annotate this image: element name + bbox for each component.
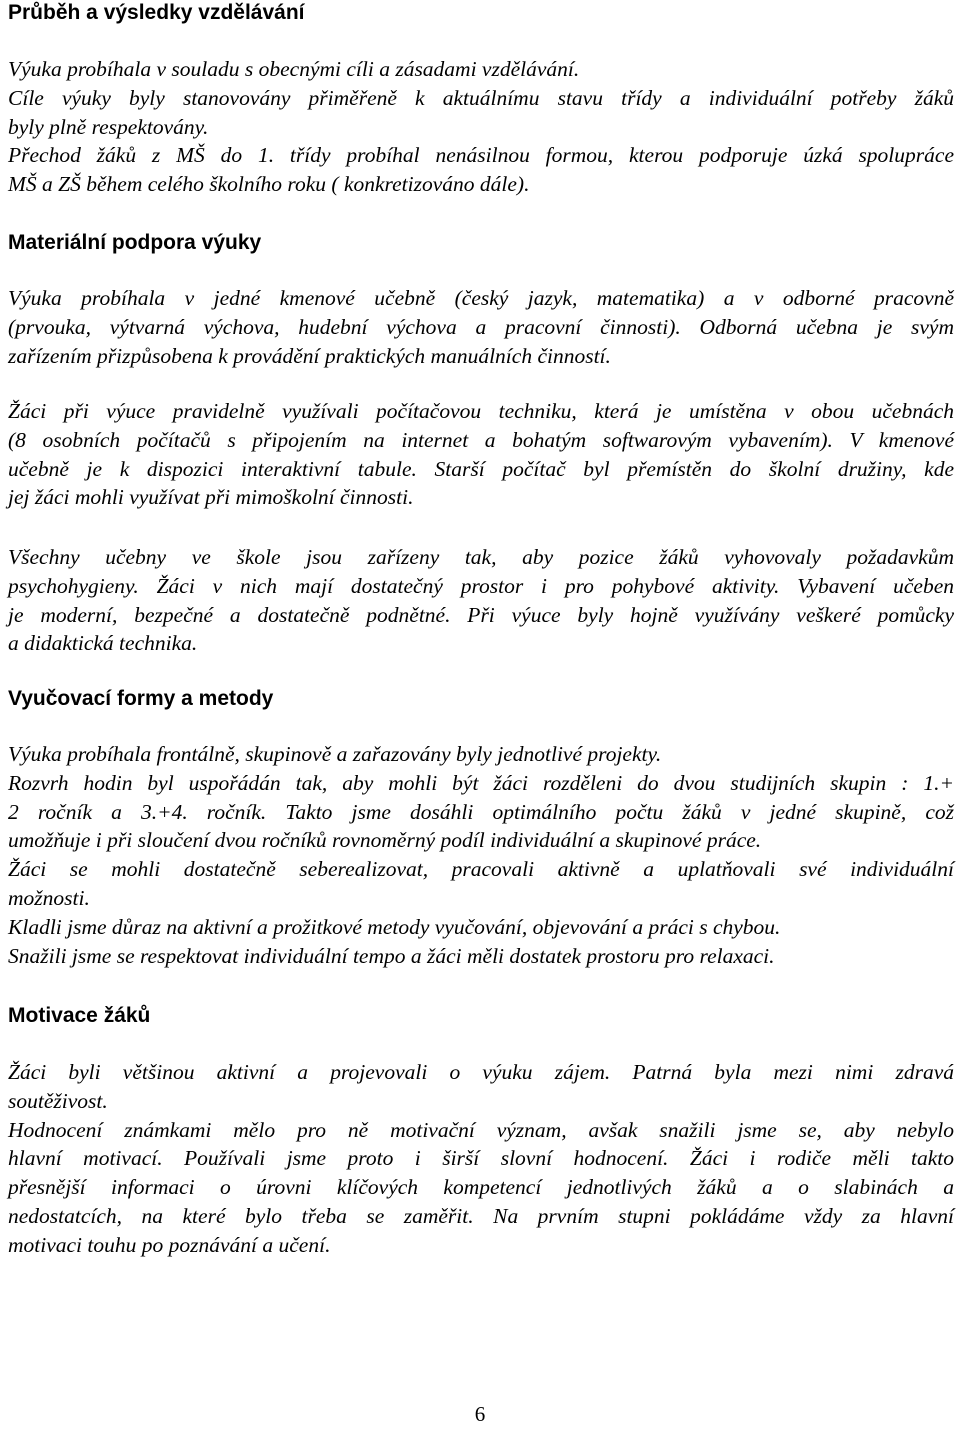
material-line: učebně je k dispozici interaktivní tabule. Starší počítač byl přemístěn do školní družiny, kde [8, 456, 954, 481]
methods-line: 2 ročník a 3.+4. ročník. Takto jsme dosáhli optimálního počtu žáků v jedné skupině, což [8, 799, 954, 824]
intro-line: MŠ a ZŠ během celého školního roku ( konkretizováno dále). [8, 172, 530, 197]
material-line: jej žáci mohli využívat při mimoškolní činnosti. [8, 485, 414, 510]
methods-line: možnosti. [8, 885, 90, 910]
methods-heading: Vyučovací formy a metody [8, 687, 274, 710]
material-paragraph-2 [8, 397, 954, 512]
methods-line: Rozvrh hodin byl uspořádán tak, aby mohli být žáci rozděleni do dvou studijních skupin : 1.+ [8, 770, 954, 795]
methods-line: Žáci se mohli dostatečně seberealizovat, pracovali aktivně a uplatňovali své individuální [8, 857, 954, 882]
intro-line: Přechod žáků z MŠ do 1. třídy probíhal nenásilnou formou, kterou podporuje úzká spolupráce [8, 143, 954, 168]
material-line: a didaktická technika. [8, 631, 198, 656]
material-heading: Materiální podpora výuky [8, 231, 262, 254]
material-line: je moderní, bezpečné a dostatečně podnětné. Při výuce byly hojně využívány veškeré pomůcky [8, 602, 954, 627]
motivation-line: motivaci touhu po poznávání a učení. [8, 1232, 331, 1257]
motivation-line: Žáci byli většinou aktivní a projevovali o výuku zájem. Patrná byla mezi nimi zdravá [8, 1060, 954, 1084]
motivation-line: hlavní motivací. Používali jsme proto i širší slovní hodnocení. Žáci i rodiče měli takto [8, 1146, 954, 1171]
intro-line: Cíle výuky byly stanovovány přiměřeně k aktuálnímu stavu třídy a individuální potřeby žáků [8, 85, 954, 110]
methods-line: Snažili jsme se respektovat individuální tempo a žáci měli dostatek prostoru pro relaxaci. [8, 943, 775, 968]
intro-paragraph [8, 55, 954, 199]
material-paragraph-1 [8, 284, 954, 370]
motivation-line: přesnější informaci o úrovni klíčových kompetencí jednotlivých žáků a o slabinách a [8, 1175, 954, 1200]
motivation-line: Hodnocení známkami mělo pro ně motivační význam, avšak snažili jsme se, aby nebylo [8, 1117, 954, 1142]
motivation-heading: Motivace žáků [8, 1004, 151, 1027]
section-title: Průběh a výsledky vzdělávání [8, 1, 305, 24]
motivation-line: soutěživost. [8, 1088, 108, 1113]
material-line: psychohygieny. Žáci v nich mají dostatečný prostor i pro pohybové aktivity. Vybavení učeben [8, 573, 954, 598]
material-line: Všechny učebny ve škole jsou zařízeny tak, aby pozice žáků vyhovovaly požadavkům [8, 545, 954, 569]
methods-line: Výuka probíhala frontálně, skupinově a zařazovány byly jednotlivé projekty. [8, 742, 662, 766]
methods-paragraph [8, 740, 954, 970]
methods-line: umožňuje i při sloučení dvou ročníků rovnoměrný podíl individuální a skupinové práce. [8, 828, 762, 853]
page-number: 6 [474, 1402, 486, 1426]
material-line: Žáci při výuce pravidelně využívali počítačovou techniku, která je umístěna v obou učebnách [8, 399, 954, 423]
material-line: (prvouka, výtvarná výchova, hudební výchova a pracovní činnosti). Odborná učebna je svým [8, 314, 954, 339]
motivation-line: nedostatcích, na které bylo třeba se zaměřit. Na prvním stupni pokládáme vždy za hlavní [8, 1203, 954, 1228]
intro-line: Výuka probíhala v souladu s obecnými cíli a zásadami vzdělávání. [8, 57, 580, 81]
material-paragraph-3 [8, 543, 954, 658]
intro-line: byly plně respektovány. [8, 114, 209, 139]
methods-line: Kladli jsme důraz na aktivní a prožitkové metody vyučování, objevování a práci s chybou. [8, 914, 781, 939]
material-line: Výuka probíhala v jedné kmenové učebně (český jazyk, matematika) a v odborné pracovně [8, 286, 954, 310]
material-line: (8 osobních počítačů s připojením na internet a bohatým softwarovým vybavením). V kmenové [8, 427, 954, 452]
motivation-paragraph [8, 1058, 954, 1260]
material-line: zařízením přizpůsobena k provádění praktických manuálních činností. [8, 343, 611, 368]
